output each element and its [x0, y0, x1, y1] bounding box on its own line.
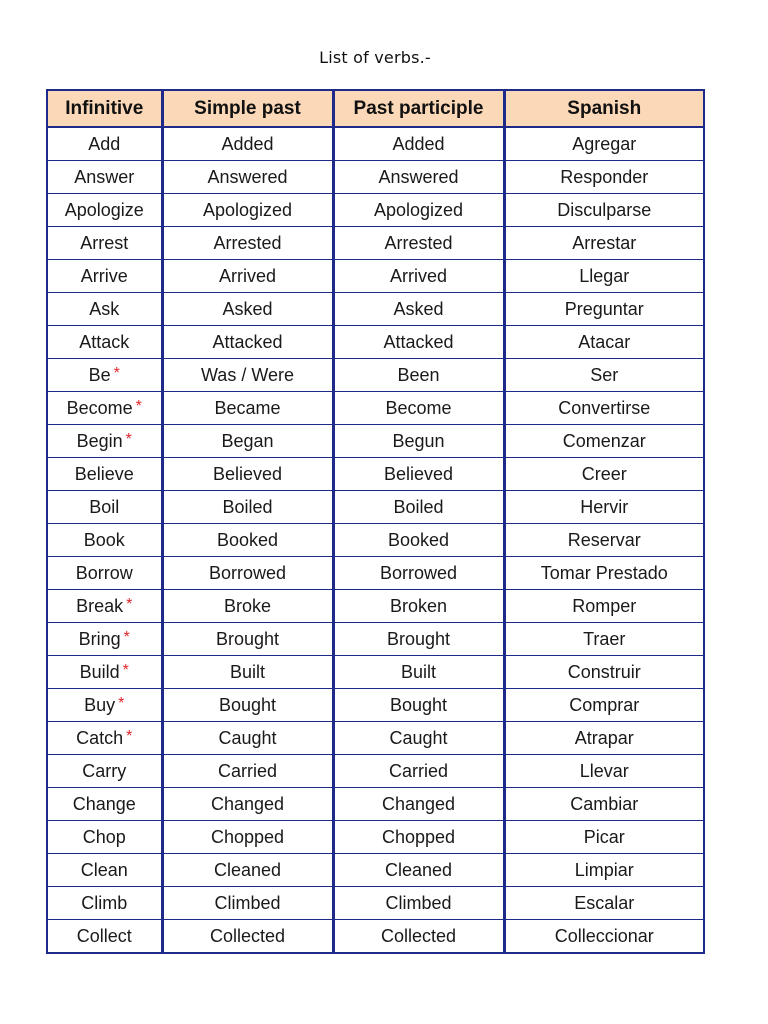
cell-simple-past: Cleaned	[162, 854, 333, 887]
irregular-star-icon: *	[113, 364, 120, 382]
cell-infinitive	[47, 656, 162, 689]
irregular-star-icon: *	[123, 628, 130, 646]
cell-spanish: Cambiar	[504, 788, 704, 821]
infinitive-text: Be	[88, 364, 111, 385]
irregular-star-icon: *	[126, 595, 133, 613]
cell-infinitive	[47, 755, 162, 788]
table-row	[47, 887, 704, 920]
table-row	[47, 590, 704, 623]
header-infinitive: Infinitive	[47, 90, 162, 127]
cell-simple-past: Brought	[162, 623, 333, 656]
cell-simple-past: Became	[162, 392, 333, 425]
cell-simple-past: Arrested	[162, 227, 333, 260]
infinitive-text: Book	[83, 529, 125, 550]
cell-spanish: Reservar	[504, 524, 704, 557]
cell-spanish: Hervir	[504, 491, 704, 524]
cell-simple-past: Booked	[162, 524, 333, 557]
cell-simple-past: Was / Were	[162, 359, 333, 392]
cell-past-participle: Borrowed	[333, 557, 504, 590]
cell-spanish: Disculparse	[504, 194, 704, 227]
verb-table	[46, 89, 705, 954]
cell-simple-past: Arrived	[162, 260, 333, 293]
table-row	[47, 689, 704, 722]
cell-infinitive	[47, 887, 162, 920]
cell-past-participle: Attacked	[333, 326, 504, 359]
header-simple-past: Simple past	[162, 90, 333, 127]
cell-spanish: Picar	[504, 821, 704, 854]
cell-past-participle: Begun	[333, 425, 504, 458]
infinitive-text: Apologize	[64, 199, 144, 220]
cell-simple-past: Broke	[162, 590, 333, 623]
infinitive-text: Buy	[84, 694, 116, 715]
table-row	[47, 392, 704, 425]
table-row	[47, 788, 704, 821]
cell-simple-past: Attacked	[162, 326, 333, 359]
cell-simple-past: Carried	[162, 755, 333, 788]
cell-past-participle: Answered	[333, 161, 504, 194]
infinitive-text: Answer	[74, 166, 135, 187]
cell-past-participle: Bought	[333, 689, 504, 722]
infinitive-text: Break	[76, 595, 124, 616]
cell-spanish: Construir	[504, 656, 704, 689]
cell-simple-past: Boiled	[162, 491, 333, 524]
table-row	[47, 127, 704, 161]
cell-past-participle: Collected	[333, 920, 504, 954]
cell-spanish: Atacar	[504, 326, 704, 359]
irregular-star-icon: *	[122, 661, 129, 679]
cell-past-participle: Asked	[333, 293, 504, 326]
cell-spanish: Convertirse	[504, 392, 704, 425]
cell-spanish: Arrestar	[504, 227, 704, 260]
cell-spanish: Llegar	[504, 260, 704, 293]
infinitive-text: Borrow	[75, 562, 133, 583]
infinitive-text: Begin	[76, 430, 123, 451]
infinitive-text: Clean	[80, 859, 128, 880]
table-row	[47, 920, 704, 954]
cell-infinitive	[47, 524, 162, 557]
cell-infinitive	[47, 458, 162, 491]
cell-past-participle: Built	[333, 656, 504, 689]
cell-spanish: Limpiar	[504, 854, 704, 887]
cell-past-participle: Believed	[333, 458, 504, 491]
table-row	[47, 821, 704, 854]
header-spanish: Spanish	[504, 90, 704, 127]
cell-infinitive	[47, 722, 162, 755]
cell-spanish: Traer	[504, 623, 704, 656]
infinitive-text: Chop	[82, 826, 126, 847]
cell-infinitive	[47, 491, 162, 524]
table-row	[47, 623, 704, 656]
infinitive-text: Add	[88, 133, 121, 154]
cell-simple-past: Caught	[162, 722, 333, 755]
header-past-participle: Past participle	[333, 90, 504, 127]
cell-spanish: Escalar	[504, 887, 704, 920]
cell-simple-past: Added	[162, 127, 333, 161]
cell-past-participle: Caught	[333, 722, 504, 755]
cell-past-participle: Broken	[333, 590, 504, 623]
cell-past-participle: Become	[333, 392, 504, 425]
infinitive-text: Collect	[76, 925, 132, 946]
infinitive-text: Become	[66, 397, 133, 418]
irregular-star-icon: *	[118, 694, 125, 712]
cell-past-participle: Added	[333, 127, 504, 161]
table-row	[47, 194, 704, 227]
cell-past-participle: Arrived	[333, 260, 504, 293]
table-row	[47, 656, 704, 689]
cell-simple-past: Climbed	[162, 887, 333, 920]
cell-simple-past: Began	[162, 425, 333, 458]
cell-spanish: Romper	[504, 590, 704, 623]
cell-spanish: Tomar Prestado	[504, 557, 704, 590]
table-row	[47, 227, 704, 260]
infinitive-text: Believe	[74, 463, 134, 484]
cell-infinitive	[47, 293, 162, 326]
cell-infinitive	[47, 161, 162, 194]
cell-infinitive	[47, 227, 162, 260]
cell-spanish: Llevar	[504, 755, 704, 788]
table-row	[47, 359, 704, 392]
cell-past-participle: Booked	[333, 524, 504, 557]
cell-spanish: Comenzar	[504, 425, 704, 458]
cell-infinitive	[47, 590, 162, 623]
infinitive-text: Attack	[79, 331, 130, 352]
cell-past-participle: Carried	[333, 755, 504, 788]
page-title: List of verbs.-	[319, 48, 431, 67]
infinitive-text: Carry	[82, 760, 127, 781]
table-row	[47, 260, 704, 293]
table-row	[47, 425, 704, 458]
cell-spanish: Agregar	[504, 127, 704, 161]
cell-simple-past: Borrowed	[162, 557, 333, 590]
cell-simple-past: Bought	[162, 689, 333, 722]
table-row	[47, 293, 704, 326]
cell-simple-past: Chopped	[162, 821, 333, 854]
cell-spanish: Comprar	[504, 689, 704, 722]
infinitive-text: Catch	[76, 727, 124, 748]
cell-infinitive	[47, 194, 162, 227]
cell-past-participle: Been	[333, 359, 504, 392]
cell-spanish: Atrapar	[504, 722, 704, 755]
cell-infinitive	[47, 260, 162, 293]
cell-infinitive	[47, 557, 162, 590]
infinitive-text: Climb	[81, 892, 128, 913]
cell-spanish: Creer	[504, 458, 704, 491]
irregular-star-icon: *	[125, 430, 132, 448]
cell-spanish: Preguntar	[504, 293, 704, 326]
cell-past-participle: Climbed	[333, 887, 504, 920]
cell-infinitive	[47, 392, 162, 425]
cell-past-participle: Apologized	[333, 194, 504, 227]
table-row	[47, 326, 704, 359]
cell-infinitive	[47, 127, 162, 161]
table-row	[47, 491, 704, 524]
infinitive-text: Change	[72, 793, 136, 814]
cell-simple-past: Asked	[162, 293, 333, 326]
infinitive-text: Ask	[89, 298, 120, 319]
infinitive-text: Bring	[78, 628, 121, 649]
cell-infinitive	[47, 326, 162, 359]
table-row	[47, 854, 704, 887]
cell-infinitive	[47, 821, 162, 854]
cell-simple-past: Believed	[162, 458, 333, 491]
cell-past-participle: Arrested	[333, 227, 504, 260]
cell-infinitive	[47, 854, 162, 887]
cell-past-participle: Brought	[333, 623, 504, 656]
cell-infinitive	[47, 359, 162, 392]
table-row	[47, 557, 704, 590]
cell-infinitive	[47, 623, 162, 656]
cell-simple-past: Built	[162, 656, 333, 689]
cell-simple-past: Changed	[162, 788, 333, 821]
cell-past-participle: Changed	[333, 788, 504, 821]
cell-spanish: Ser	[504, 359, 704, 392]
cell-spanish: Colleccionar	[504, 920, 704, 954]
cell-simple-past: Apologized	[162, 194, 333, 227]
cell-past-participle: Cleaned	[333, 854, 504, 887]
cell-simple-past: Answered	[162, 161, 333, 194]
cell-infinitive	[47, 788, 162, 821]
irregular-star-icon: *	[135, 397, 142, 415]
cell-simple-past: Collected	[162, 920, 333, 954]
infinitive-text: Build	[79, 661, 120, 682]
table-row	[47, 161, 704, 194]
infinitive-text: Arrest	[80, 232, 129, 253]
infinitive-text: Arrive	[80, 265, 128, 286]
table-header-row	[47, 90, 704, 127]
cell-infinitive	[47, 425, 162, 458]
table-body	[47, 127, 704, 953]
cell-infinitive	[47, 920, 162, 954]
table-row	[47, 524, 704, 557]
infinitive-text: Boil	[89, 496, 120, 517]
table-row	[47, 722, 704, 755]
table-row	[47, 458, 704, 491]
cell-past-participle: Boiled	[333, 491, 504, 524]
cell-spanish: Responder	[504, 161, 704, 194]
table-row	[47, 755, 704, 788]
cell-past-participle: Chopped	[333, 821, 504, 854]
irregular-star-icon: *	[126, 727, 133, 745]
cell-infinitive	[47, 689, 162, 722]
